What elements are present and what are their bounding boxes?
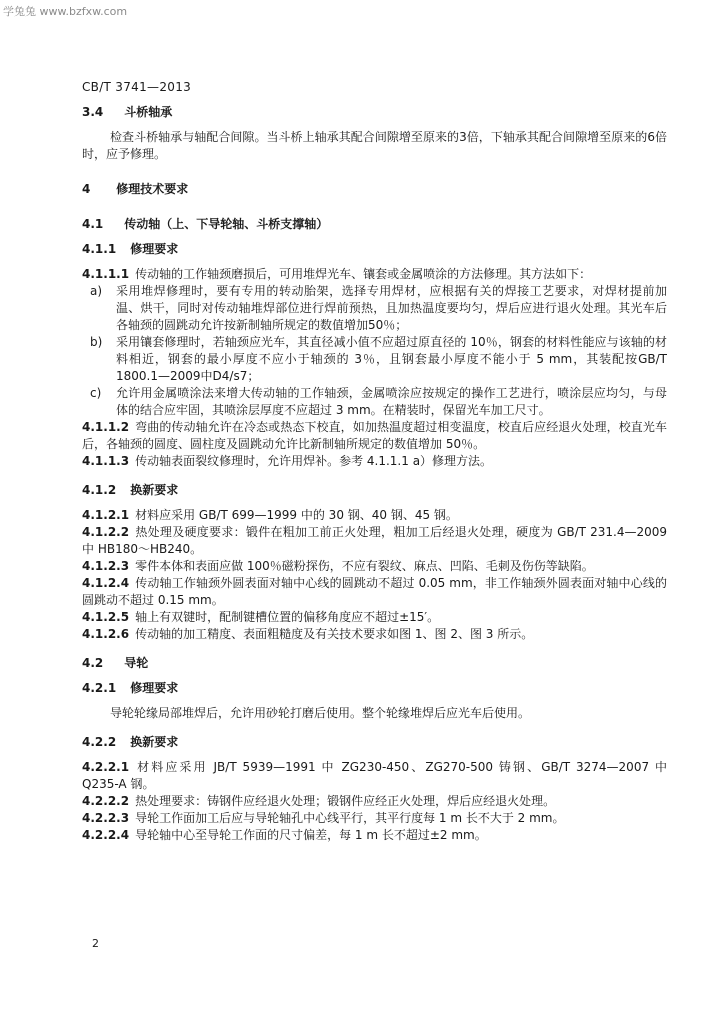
clause-4-1-1-1 (82, 266, 667, 283)
clause-4-1-2-5 (82, 609, 667, 626)
clause-4-1-2-1 (82, 507, 667, 524)
section-title: 换新要求 (130, 735, 179, 749)
clause-number: 4.1.1.1 (82, 267, 130, 281)
section-number: 4.1.1 (82, 242, 117, 256)
clause-number: 4.1.2.2 (82, 525, 130, 539)
clause-text: 传动轴表面裂纹修理时，允许用焊补。参考 4.1.1.1 a）修理方法。 (135, 454, 493, 468)
clause-number: 4.1.2.4 (82, 576, 130, 590)
clause-text: 传动轴的工作轴颈磨损后，可用堆焊光车、镶套或金属喷涂的方法修理。其方法如下： (135, 267, 592, 281)
clause-text: 材料应采用 GB/T 699—1999 中的 30 钢、40 钢、45 钢。 (135, 508, 458, 522)
section-number: 4.2 (82, 656, 104, 670)
list-item (82, 385, 667, 419)
section-4-2-heading (82, 655, 667, 672)
page-number: 2 (92, 937, 99, 950)
clause-number: 4.1.2.3 (82, 559, 130, 573)
section-4-1-1-heading (82, 241, 667, 258)
clause-4-1-2-4 (82, 575, 667, 609)
section-title: 修理技术要求 (116, 182, 189, 196)
section-number: 4.2.2 (82, 735, 117, 749)
clause-text: 导轮轴中心至导轮工作面的尺寸偏差，每 1 m 长不超过±2 mm。 (135, 828, 487, 842)
section-title: 斗桥轴承 (124, 105, 173, 119)
clause-number: 4.1.1.2 (82, 420, 130, 434)
clause-number: 4.1.2.6 (82, 627, 130, 641)
section-number: 4.1.2 (82, 483, 117, 497)
watermark: 学兔兔 www.bzfxw.com (3, 5, 128, 18)
section-number: 4.1 (82, 217, 104, 231)
clause-text: 弯曲的传动轴允许在冷态或热态下校直，如加热温度超过相变温度，校直后应经退火处理，校直光车后，各轴颈的圆度、圆柱度及圆跳动允许比新制轴所规定的数值增加 50％。 (82, 420, 667, 451)
section-4-heading (82, 181, 667, 198)
section-title: 修理要求 (130, 681, 179, 695)
section-title: 传动轴（上、下导轮轴、斗桥支撑轴） (124, 217, 329, 231)
section-number: 4 (82, 182, 91, 196)
clause-text: 传动轴的加工精度、表面粗糙度及有关技术要求如图 1、图 2、图 3 所示。 (135, 627, 534, 641)
clause-number: 4.2.2.2 (82, 794, 130, 808)
section-number: 4.2.1 (82, 681, 117, 695)
list-item-text: 采用堆焊修理时，要有专用的转动胎架，选择专用焊材，应根据有关的焊接工艺要求，对焊材提前加温、烘干，同时对传动轴堆焊部位进行焊前预热，且加热温度要均匀，焊后应进行退火处理。其光车后各轴颈的圆跳动允许按新制轴所规定的数值增加50％； (116, 284, 667, 332)
clause-number: 4.1.2.5 (82, 610, 130, 624)
section-4-1-heading (82, 216, 667, 233)
list-item-text: 允许用金属喷涂法来增大传动轴的工作轴颈，金属喷涂应按规定的操作工艺进行，喷涂层应均匀，与母体的结合应牢固，其喷涂层厚度不应超过 3 mm。在精装时，保留光车加工尺寸。 (116, 386, 667, 417)
clause-4-1-2-3 (82, 558, 667, 575)
list-item (82, 334, 667, 385)
list-marker: a) (90, 284, 103, 298)
section-title: 换新要求 (130, 483, 179, 497)
clause-number: 4.2.2.4 (82, 828, 130, 842)
clause-4-1-1-2 (82, 419, 667, 453)
clause-4-2-2-1 (82, 759, 667, 793)
standard-code: CB/T 3741—2013 (82, 80, 192, 94)
clause-text: 材料应采用 JB/T 5939—1991 中 ZG230-450、ZG270-500 铸钢、GB/T 3274—2007 中 Q235-A 钢。 (82, 760, 667, 791)
clause-text: 热处理要求：铸钢件应经退火处理；锻钢件应经正火处理，焊后应经退火处理。 (135, 794, 556, 808)
section-title: 修理要求 (130, 242, 179, 256)
clause-text: 轴上有双键时，配制键槽位置的偏移角度应不超过±15′。 (135, 610, 440, 624)
clause-4-1-2-2 (82, 524, 667, 558)
clause-4-2-2-4 (82, 827, 667, 844)
section-4-2-1-text: 导轮轮缘局部堆焊后，允许用砂轮打磨后使用。整个轮缘堆焊后应光车后使用。 (110, 706, 531, 720)
section-title: 导轮 (124, 656, 149, 670)
section-4-1-2-heading (82, 482, 667, 499)
section-3-4-heading (82, 104, 667, 121)
clause-4-2-2-2 (82, 793, 667, 810)
list-item-text: 采用镶套修理时，若轴颈应光车，其直径减小值不应超过原直径的 10％，钢套的材料性能应与该轴的材料相近，钢套的最小厚度不应小于轴颈的 3％，且钢套最小厚度不能小于 5 mm，其装配按GB/T 1800.1—2009中D4/s7； (116, 335, 667, 383)
clause-text: 零件本体和表面应做 100％磁粉探伤，不应有裂纹、麻点、凹陷、毛刺及伤伤等缺陷。 (135, 559, 594, 573)
clause-text: 热处理及硬度要求：锻件在粗加工前正火处理，粗加工后经退火处理，硬度为 GB/T 231.4—2009 中 HB180～HB240。 (82, 525, 667, 556)
clause-number: 4.1.1.3 (82, 454, 130, 468)
list-item (82, 283, 667, 334)
clause-number: 4.2.2.3 (82, 811, 130, 825)
section-4-2-2-heading (82, 734, 667, 751)
clause-4-2-2-3 (82, 810, 667, 827)
section-number: 3.4 (82, 105, 104, 119)
section-3-4-text: 检查斗桥轴承与轴配合间隙。当斗桥上轴承其配合间隙增至原来的3倍，下轴承其配合间隙增至原来的6倍时，应予修理。 (82, 130, 667, 161)
clause-text: 导轮工作面加工后应与导轮轴孔中心线平行，其平行度每 1 m 长不大于 2 mm。 (135, 811, 565, 825)
clause-text: 传动轴工作轴颈外圆表面对轴中心线的圆跳动不超过 0.05 mm，非工作轴颈外圆表面对轴中心线的圆跳动不超过 0.15 mm。 (82, 576, 667, 607)
clause-number: 4.2.2.1 (82, 760, 130, 774)
clause-4-1-1-3 (82, 453, 667, 470)
list-marker: c) (90, 386, 102, 400)
document-body (82, 104, 667, 844)
list-marker: b) (90, 335, 103, 349)
section-4-2-1-heading (82, 680, 667, 697)
clause-4-1-2-6 (82, 626, 667, 643)
clause-number: 4.1.2.1 (82, 508, 130, 522)
